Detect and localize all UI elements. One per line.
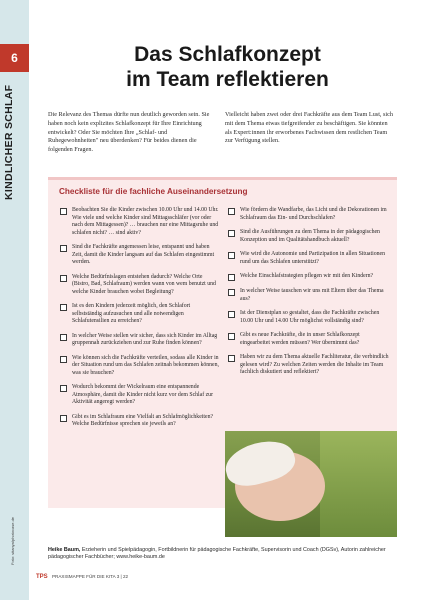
checkbox[interactable] bbox=[228, 289, 235, 296]
checklist-item-text: Gibt es neue Fachkräfte, die in unser Schlafkonzept eingearbeitet werden müssen? Wer übernimmt das? bbox=[240, 332, 360, 346]
checklist-item-text: Sind die Ausführungen zu dem Thema in der pädagogischen Konzeption und im Qualitätshandbuch aktuell? bbox=[240, 229, 380, 243]
checklist-item bbox=[60, 384, 220, 407]
checkbox[interactable] bbox=[228, 355, 235, 362]
checklist-item-text: Ist es den Kindern jederzeit möglich, den Schlafort selbstständig aufzusuchen und alle notwendigen Schlafutensilien zu erreichen? bbox=[72, 303, 191, 324]
checklist-item bbox=[60, 303, 220, 326]
checklist-right-column bbox=[228, 207, 390, 384]
sleeping-child-photo bbox=[225, 431, 397, 537]
page-number: 6 bbox=[0, 44, 29, 72]
author-credits bbox=[48, 547, 398, 562]
checklist-item-text: In welcher Weise tauschen wir uns mit Eltern über das Thema aus? bbox=[240, 288, 384, 302]
checklist-item bbox=[228, 229, 390, 244]
page-footer bbox=[36, 574, 128, 580]
checkbox[interactable] bbox=[60, 245, 67, 252]
checkbox[interactable] bbox=[60, 356, 67, 363]
sidebar bbox=[0, 0, 29, 600]
checklist-item bbox=[228, 288, 390, 303]
checklist-item bbox=[60, 414, 220, 429]
checklist-item bbox=[60, 244, 220, 267]
checklist-title: Checkliste für die fachliche Auseinandersetzung bbox=[59, 187, 248, 196]
checklist-item bbox=[228, 310, 390, 325]
checklist-item bbox=[228, 354, 390, 377]
checkbox[interactable] bbox=[228, 208, 235, 215]
footer-text: PRAXISMAPPE FÜR DIE KITA 3 | 22 bbox=[51, 574, 129, 579]
checklist-item-text: Sind die Fachkräfte angemessen leise, entspannt und haben Zeit, damit die Kinder langsam auf das Schlafen eingestimmt werden. bbox=[72, 244, 215, 265]
checkbox[interactable] bbox=[60, 385, 67, 392]
checklist-item-text: Wie können sich die Fachkräfte verteilen, sodass alle Kinder in der Situation rund um das Schlafen zeitnah bekommen können, was sie brauchen? bbox=[72, 354, 219, 376]
title-line-1: Das Schlafkonzept bbox=[134, 43, 321, 66]
checklist-item bbox=[228, 332, 390, 347]
checkbox[interactable] bbox=[228, 230, 235, 237]
checklist-item bbox=[60, 274, 220, 297]
checkbox[interactable] bbox=[228, 274, 235, 281]
checklist-item-text: Welche Bedürfnislagen entstehen dadurch? Welche Orte (Bistro, Bad, Schlafraum) werden wann von wem benutzt und welche Kinder brauchen wobei Begleitung? bbox=[72, 273, 216, 295]
checklist-item-text: Wie fördern die Wandfarbe, das Licht und die Dekorationen im Schlafraum das Ein- und Durchschlafen? bbox=[240, 207, 387, 221]
checklist-item bbox=[60, 333, 220, 348]
grass-shape bbox=[320, 431, 397, 537]
checkbox[interactable] bbox=[228, 333, 235, 340]
checkbox[interactable] bbox=[228, 252, 235, 259]
page-title bbox=[60, 42, 395, 92]
checklist-item-text: Wodurch bekommt der Wickelraum eine entspannende Atmosphäre, damit die Kinder nicht kurz vor dem Schlaf zur Aktivität angeregt werden? bbox=[72, 384, 214, 405]
checkbox[interactable] bbox=[60, 275, 67, 282]
footer-logo: TPS bbox=[36, 574, 48, 580]
checklist-item-text: Wie wird die Autonomie und Partizipation in allen Situationen rund um das Schlafen unterstützt? bbox=[240, 251, 385, 265]
section-label: KINDLICHER SCHLAF bbox=[3, 84, 15, 200]
photo-credit: Foto: vitanya/photocase.de bbox=[10, 516, 15, 565]
checklist-item-text: Beobachten Sie die Kinder zwischen 10.00 Uhr und 14.00 Uhr. Wie viele und welche Kinder sind Mittagsschläfer (vor oder nach dem Mittagessen)? … brauchen nur eine Mittagsruhe und schlafen nicht? … sind aktiv? bbox=[72, 207, 219, 236]
checkbox[interactable] bbox=[228, 311, 235, 318]
checkbox[interactable] bbox=[60, 208, 67, 215]
checkbox[interactable] bbox=[60, 415, 67, 422]
checklist-item-text: Haben wir zu dem Thema aktuelle Fachliteratur, die verbindlich gelesen wird? Zu welchen Zeiten werden die Inhalte im Team fachlich diskutiert und reflektiert? bbox=[240, 354, 389, 375]
checklist-item bbox=[228, 251, 390, 266]
checklist-item bbox=[228, 273, 390, 281]
checklist-item bbox=[228, 207, 390, 222]
checklist-item bbox=[60, 207, 220, 237]
intro-right: Vielleicht haben zwei oder drei Fachkräfte aus dem Team Lust, sich mit dem Thema etwas tiefgreifender zu beschäftigen. Sie könnten als Expert:innen ihr erworbenes Fachwissen dem restlichen Team zur Verfügung stellen. bbox=[225, 111, 393, 145]
checklist-left-column bbox=[60, 207, 220, 436]
title-line-2: im Team reflektieren bbox=[126, 68, 329, 91]
author-name: Heike Baum, bbox=[48, 547, 81, 553]
checkbox[interactable] bbox=[60, 304, 67, 311]
checklist-item-text: Welche Einschlafstrategien pflegen wir mit den Kindern? bbox=[240, 273, 374, 279]
checklist-item bbox=[60, 355, 220, 378]
checklist-item-text: In welcher Weise stellen wir sicher, dass sich Kinder im Alltag gruppennah zurückziehen und zur Ruhe finden können? bbox=[72, 332, 218, 346]
checklist-item-text: Gibt es im Schlafraum eine Vielfalt an Schlafmöglichkeiten? Welche Bedürfnisse sprechen sie jeweils an? bbox=[72, 413, 214, 427]
author-bio: Erzieherin und Spielpädagogin, Fortbildnerin für pädagogische Fachkräfte, Supervisorin und Coach (DGSv), Autorin zahlreicher pädagogischer Fachbücher; www.heike-baum.de bbox=[48, 547, 386, 561]
checklist-item-text: Ist der Dienstplan so gestaltet, dass die Fachkräfte zwischen 10.00 Uhr und 14.00 Uhr möglichst vollständig sind? bbox=[240, 310, 380, 324]
checkbox[interactable] bbox=[60, 334, 67, 341]
intro-left: Die Relevanz des Themas dürfte nun deutlich geworden sein. Sie haben noch kein explizites Schlafkonzept für Ihre Einrichtung entwickelt? Oder Sie möchten Ihre „Schlaf- und Ruhegewohnheiten" neu überdenken? Für beides dienen die folgenden Fragen. bbox=[48, 111, 210, 154]
